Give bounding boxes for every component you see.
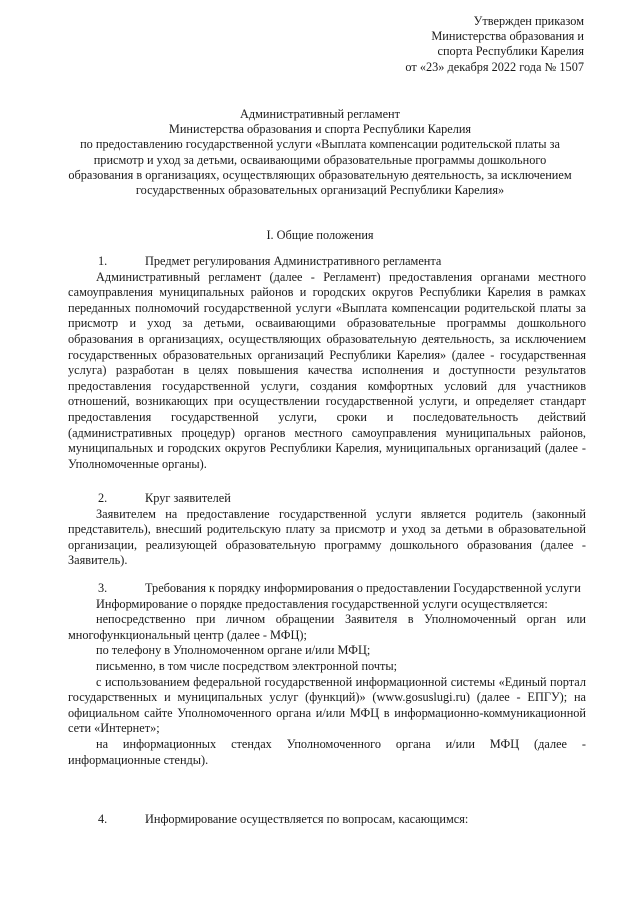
document-title: [60, 107, 580, 198]
clause-heading: [68, 254, 586, 270]
clause-title: Круг заявителей: [145, 491, 231, 505]
clause-number: 1.: [98, 254, 108, 268]
list-item: с использованием федеральной государственной информационной системы «Единый портал государственных и муниципальных услуг (функций)» (www.gosuslugi.ru) (далее - ЕПГУ); на официальном сайте Уполномоченного органа и/или МФЦ в информационно-коммуникационной сети «Интернет»;: [68, 674, 586, 736]
approval-line: спорта Республики Карелия: [437, 44, 584, 59]
clause-3: [68, 581, 586, 768]
clause-1: [68, 254, 586, 472]
list-item: на информационных стендах Уполномоченного органа и/или МФЦ (далее - информационные стенды).: [68, 736, 586, 767]
clause-heading: [68, 812, 586, 828]
approval-line: Министерства образования и: [431, 29, 584, 44]
clause-text: Заявителем на предоставление государственной услуги является родитель (законный представитель), внесший родительскую плату за присмотр и уход за детьми в образовательной организации, реализующей образовательную программу дошкольного образования (далее - Заявитель).: [68, 506, 586, 568]
clause-number: 3.: [98, 581, 108, 595]
clause-number: 4.: [98, 812, 108, 826]
approval-stamp: [364, 14, 584, 75]
clause-title: Требования к порядку информирования о предоставлении Государственной услуги: [145, 581, 581, 595]
title-description: по предоставлению государственной услуги «Выплата компенсации родительской платы за присмотр и уход за детьми, осваивающими образовательные программы дошкольного образования в организациях, осуществляющих образовательную деятельность, за исключением государственных образовательных организаций Республики Карелия»: [68, 137, 572, 198]
clause-text: Административный регламент (далее - Регламент) предоставления органами местного самоуправления муниципальных районов и городских округов Республики Карелия в рамках переданных полномочий государственной услуги «Выплата компенсации родительской платы за присмотр и уход за детьми, осваивающими образовательные программы дошкольного образования в организациях, осуществляющих образовательную деятельность, за исключением государственных образовательных организаций Республики Карелия» (далее - государственная услуга) разработан в целях повышения качества исполнения и доступности результатов предоставления государственной услуги, создания комфортных условий для участников отношений, возникающих при осуществлении государственной услуги, и определяет стандарт предоставления государственной услуги, сроки и последовательность действий (административных процедур) органов местного самоуправления муниципальных районов, муниципальных и городских округов Республики Карелия, муниципальных организаций (далее - Уполномоченные органы).: [68, 269, 586, 471]
list-item: непосредственно при личном обращении Заявителя в Уполномоченный орган или многофункциональный центр (далее - МФЦ);: [68, 612, 586, 642]
clause-number: 2.: [98, 491, 108, 505]
list-item: по телефону в Уполномоченном органе и/или МФЦ;: [96, 643, 371, 658]
approval-line: Утвержден приказом: [473, 14, 584, 28]
clause-title: Информирование осуществляется по вопросам, касающимся:: [145, 812, 469, 826]
clause-heading: [68, 491, 586, 507]
clause-intro: Информирование о порядке предоставления государственной услуги осуществляется:: [96, 596, 548, 611]
title-line: Административный регламент: [239, 107, 400, 121]
clause-4: [68, 812, 586, 828]
approval-line: от «23» декабря 2022 года № 1507: [405, 59, 584, 74]
clause-2: [68, 491, 586, 569]
section-heading: I. Общие положения: [266, 228, 374, 242]
list-item: письменно, в том числе посредством электронной почты;: [96, 658, 398, 673]
clause-title: Предмет регулирования Административного регламента: [145, 254, 442, 268]
title-line: Министерства образования и спорта Республики Карелия: [168, 122, 472, 137]
clause-heading: [68, 581, 586, 597]
